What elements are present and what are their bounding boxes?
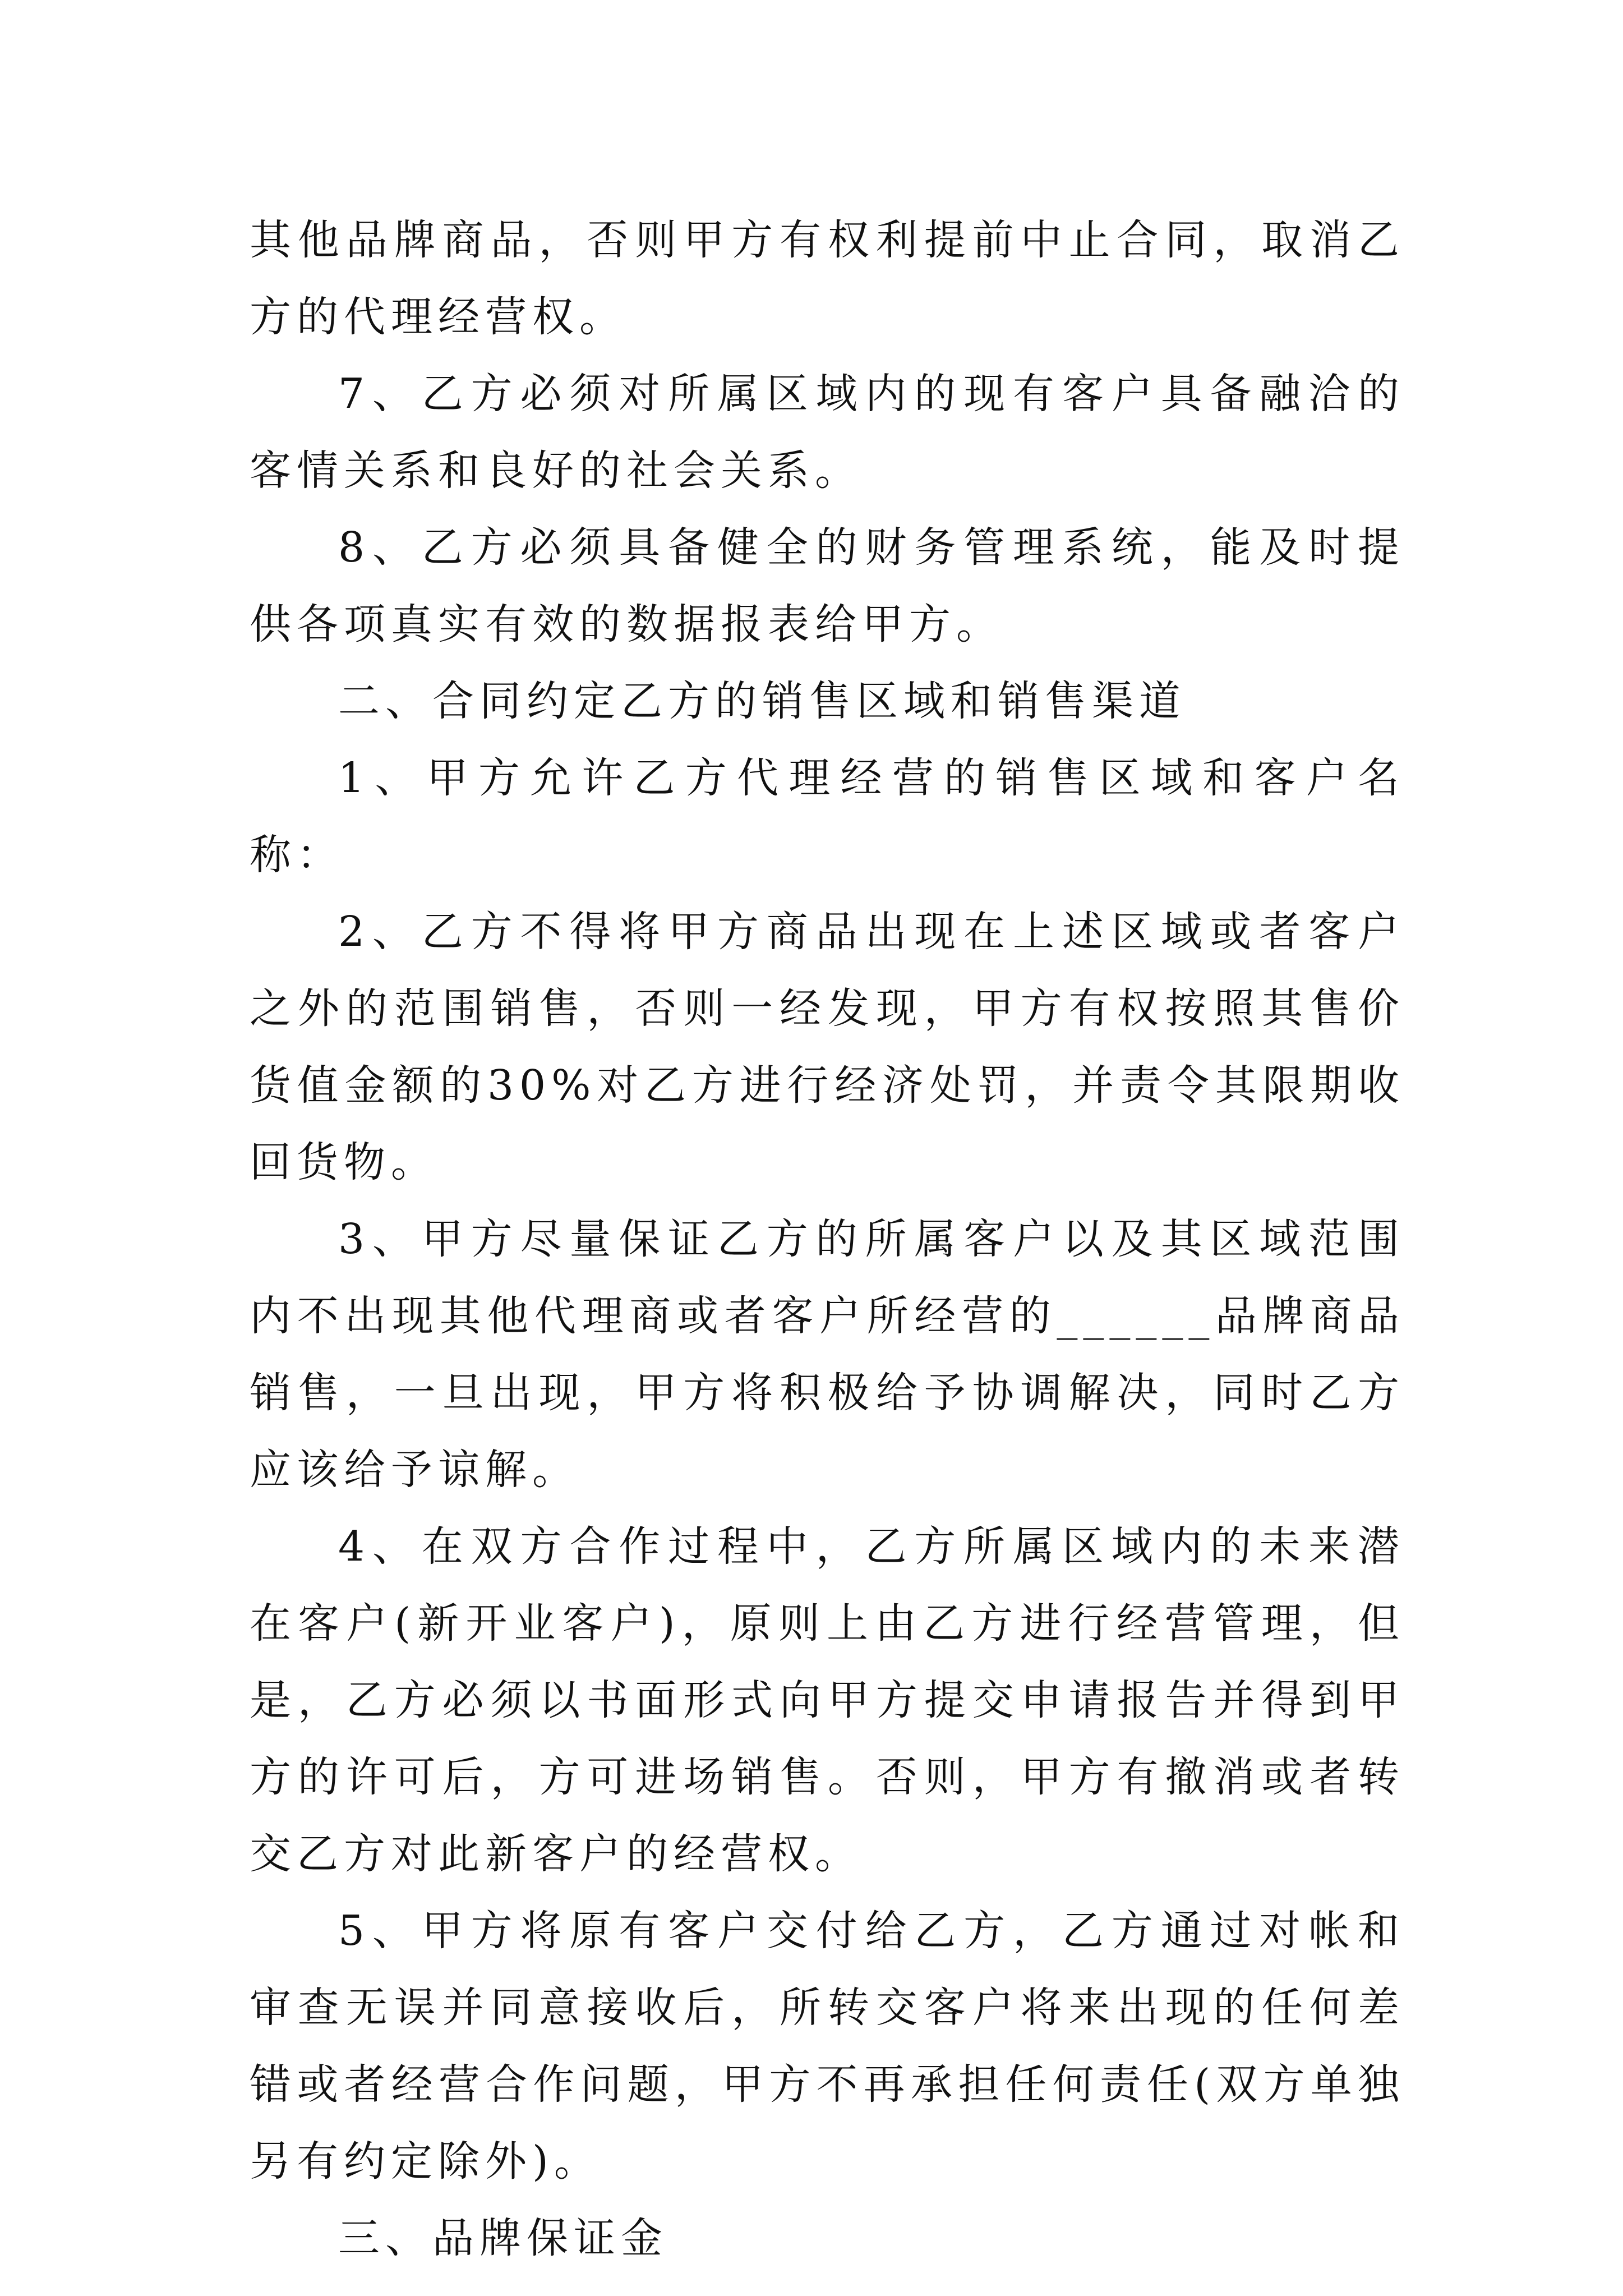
document-body bbox=[250, 202, 1405, 2277]
paragraph-clause-2-1: 1、甲方允许乙方代理经营的销售区域和客户名称： bbox=[250, 754, 1405, 879]
paragraph-clause-8: 8、乙方必须具备健全的财务管理系统，能及时提供各项真实有效的数据报表给甲方。 bbox=[250, 523, 1405, 648]
section-heading-2: 二、合同约定乙方的销售区域和销售渠道 bbox=[338, 677, 1186, 725]
paragraph-clause-2-3: 3、甲方尽量保证乙方的所属客户以及其区域范围内不出现其他代理商或者客户所经营的______品牌商品销售，一旦出现，甲方将积极给予协调解决，同时乙方应该给予谅解。 bbox=[250, 1215, 1405, 1494]
section-heading-3: 三、品牌保证金 bbox=[338, 2214, 668, 2262]
paragraph-continuation: 其他品牌商品，否则甲方有权利提前中止合同，取消乙方的代理经营权。 bbox=[250, 216, 1405, 341]
paragraph-clause-2-2: 2、乙方不得将甲方商品出现在上述区域或者客户之外的范围销售，否则一经发现，甲方有权按照其售价货值金额的30%对乙方进行经济处罚，并责令其限期收回货物。 bbox=[250, 908, 1405, 1186]
paragraph-clause-7: 7、乙方必须对所属区域内的现有客户具备融洽的客情关系和良好的社会关系。 bbox=[250, 370, 1405, 495]
paragraph-clause-2-5: 5、甲方将原有客户交付给乙方，乙方通过对帐和审查无误并同意接收后，所转交客户将来出现的任何差错或者经营合作问题，甲方不再承担任何责任(双方单独另有约定除外)。 bbox=[250, 1907, 1405, 2185]
paragraph-clause-2-4: 4、在双方合作过程中，乙方所属区域内的未来潜在客户(新开业客户)，原则上由乙方进行经营管理，但是，乙方必须以书面形式向甲方提交申请报告并得到甲方的许可后，方可进场销售。否则，甲方有撤消或者转交乙方对此新客户的经营权。 bbox=[250, 1522, 1405, 1878]
